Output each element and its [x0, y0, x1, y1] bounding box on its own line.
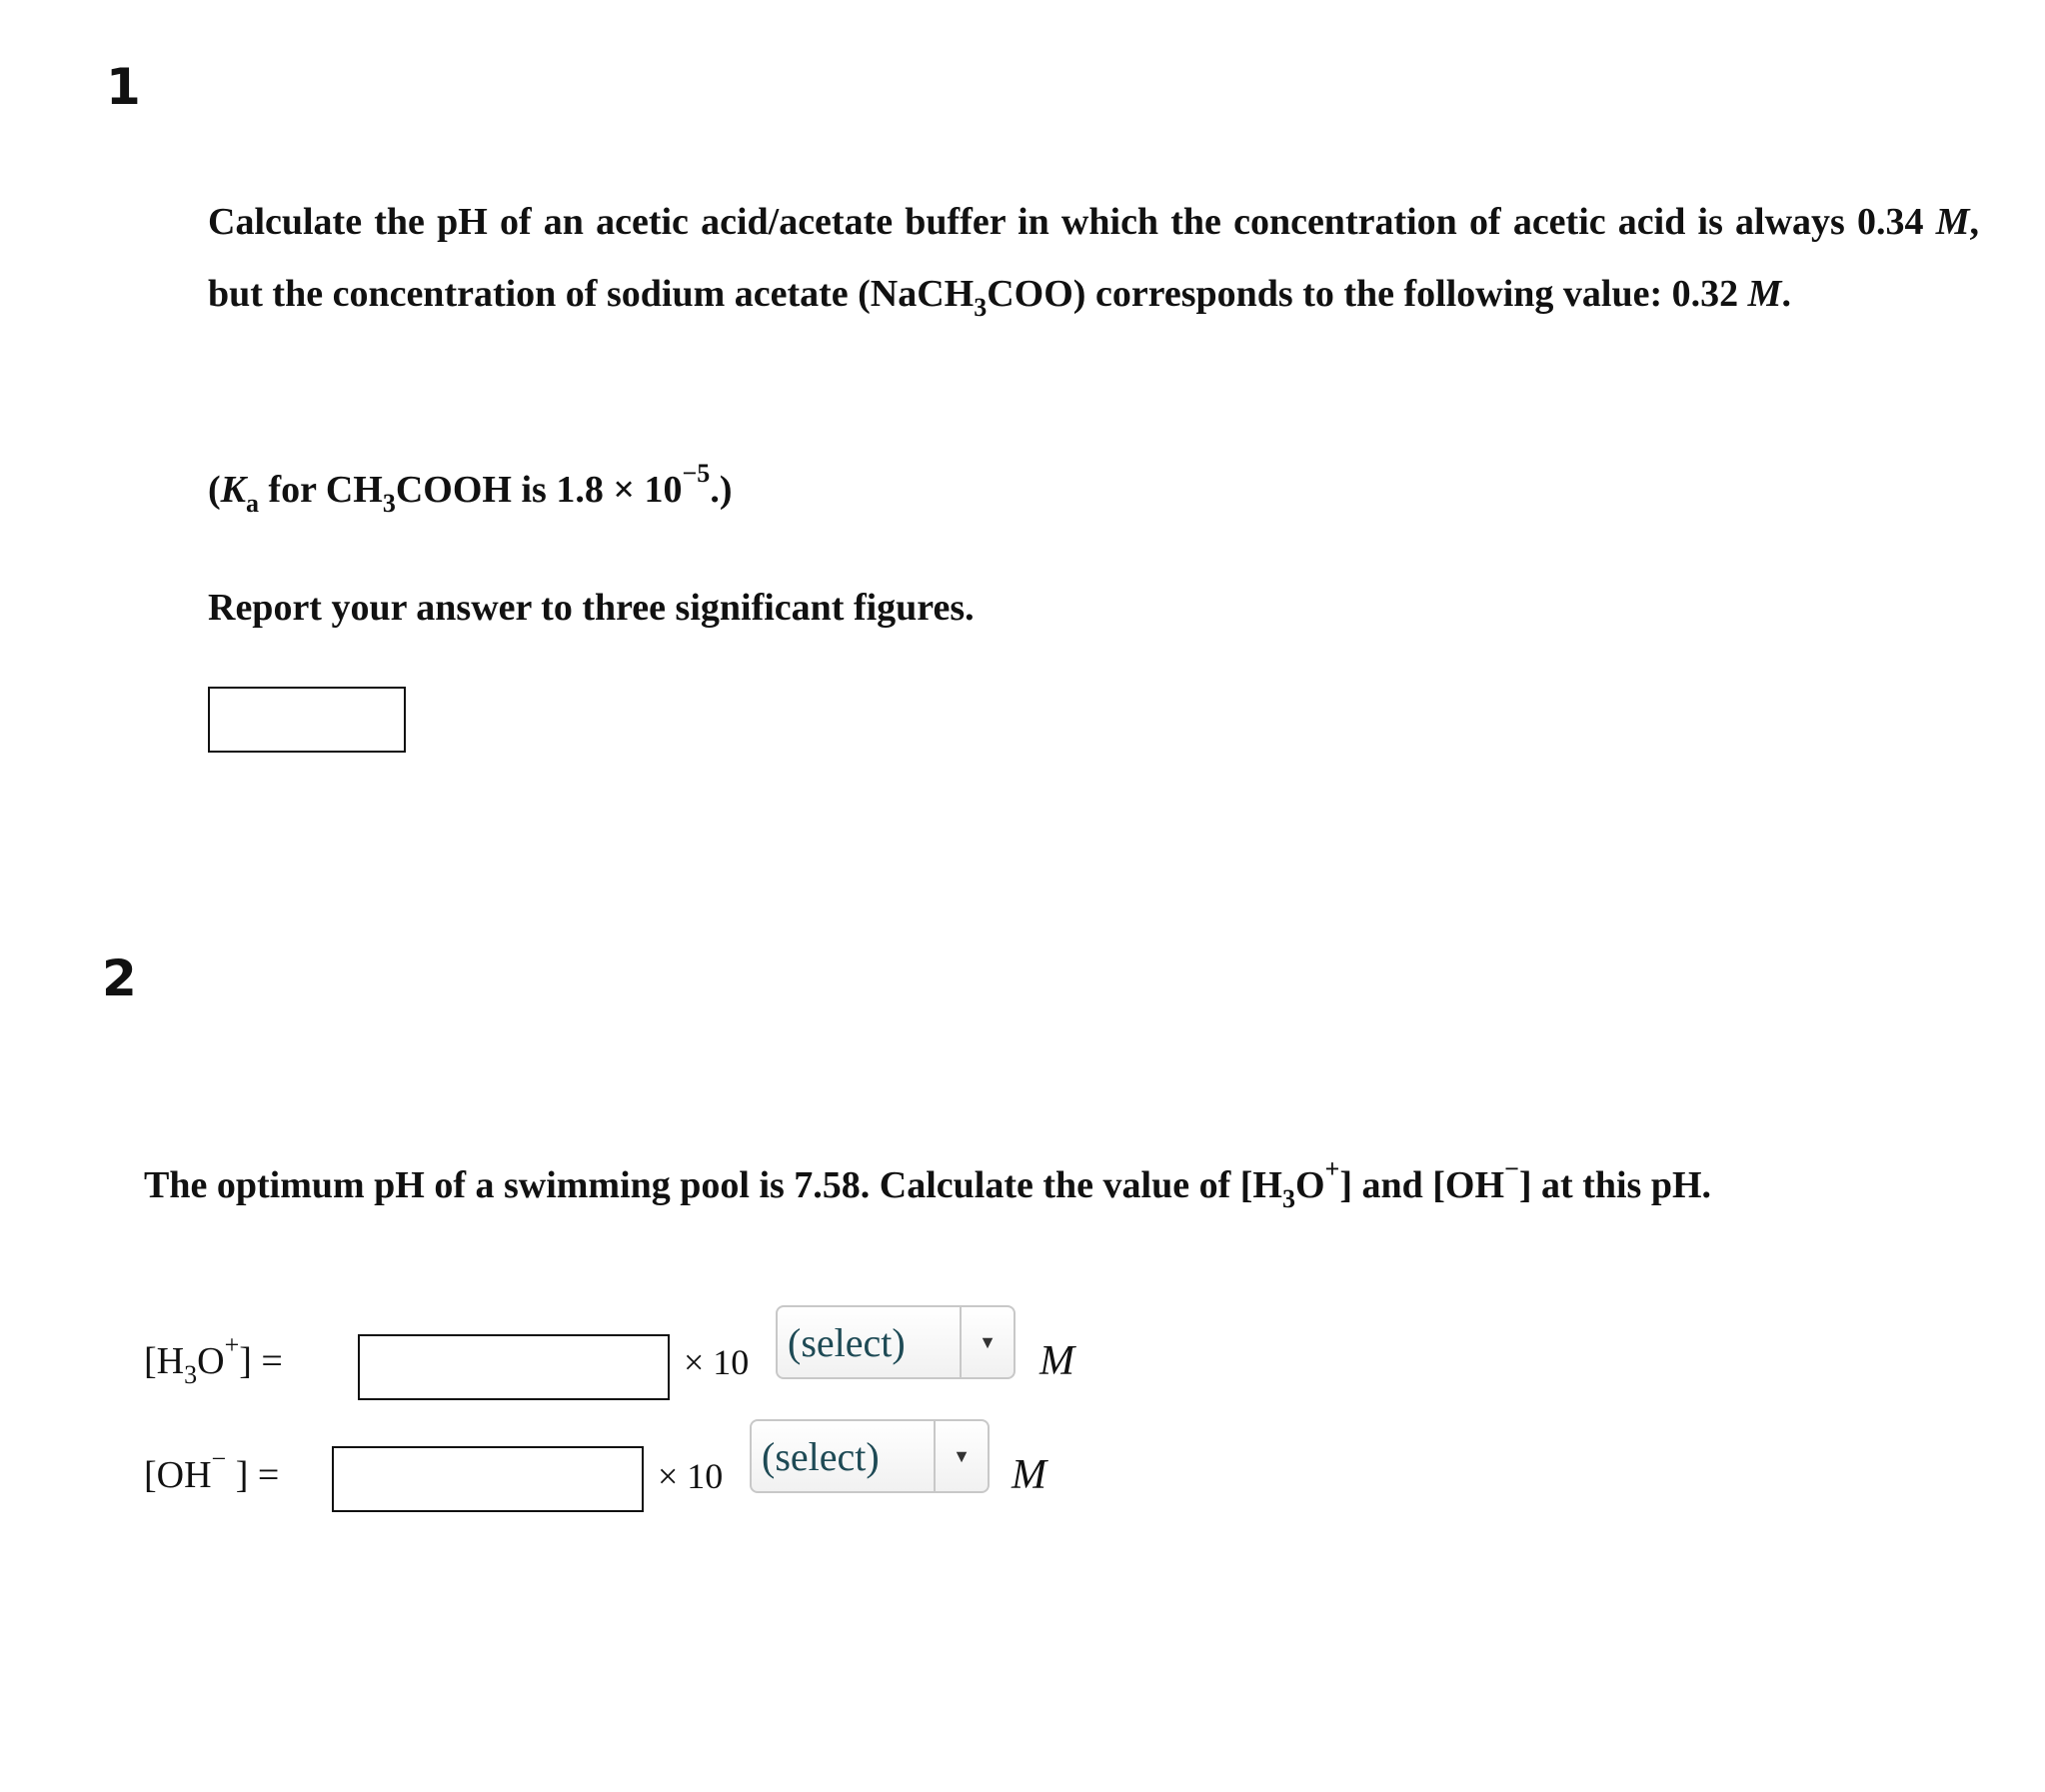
q2-text: O — [1294, 1164, 1325, 1206]
ka-statement — [208, 459, 733, 518]
superscript: − — [1504, 1154, 1519, 1183]
molar-unit: M — [1039, 1338, 1074, 1384]
q2-text-b: ] and [OH — [1339, 1164, 1505, 1206]
paren: ( — [208, 469, 221, 511]
instruction-text: Report your answer to three significant figures. — [208, 587, 975, 629]
label-text: [H — [144, 1340, 185, 1382]
q2-text-c: ] at this pH. — [1518, 1164, 1712, 1206]
exponent: −5 — [682, 459, 711, 488]
subscript: 3 — [382, 489, 396, 518]
label-text: ] = — [239, 1340, 283, 1382]
label-text: [OH — [144, 1454, 212, 1496]
select-value: (select) — [762, 1433, 880, 1479]
molar-unit: M — [1747, 273, 1782, 315]
molar-unit: M — [1935, 201, 1970, 243]
oh-label — [144, 1444, 280, 1497]
question-number-2: 2 — [102, 949, 137, 1007]
ka-text: for CH — [259, 469, 383, 511]
oh-exponent-select[interactable] — [750, 1419, 990, 1493]
q2-text-a: The optimum pH of a swimming pool is 7.58. Calculate the value of [H — [144, 1164, 1282, 1206]
q1-text-b: , but the concentration of sodium acetate (NaCH — [208, 201, 1979, 315]
subscript: 3 — [1281, 1184, 1295, 1213]
subscript: a — [246, 489, 260, 518]
label-text: O — [197, 1340, 225, 1382]
select-value: (select) — [788, 1319, 906, 1365]
q1-text-a: Calculate the pH of an acetic acid/acetate buffer in which the concentration of acetic acid is always 0.34 — [208, 201, 1936, 243]
ph-answer-input[interactable] — [208, 687, 406, 753]
dropdown-arrow-icon[interactable]: ▼ — [960, 1307, 1014, 1377]
subscript: 3 — [974, 293, 988, 322]
q1-text-c: COO) corresponds to the following value: 0.32 — [987, 273, 1748, 315]
oh-mantissa-input[interactable] — [332, 1446, 644, 1512]
ka-symbol: K — [220, 469, 247, 511]
question-number-1: 1 — [106, 58, 141, 116]
h3o-exponent-select[interactable] — [776, 1305, 1016, 1379]
ka-text: COOH is 1.8 × 10 — [395, 469, 683, 511]
dropdown-arrow-icon[interactable]: ▼ — [934, 1421, 988, 1491]
paren: .) — [710, 469, 733, 511]
times-ten: × 10 — [684, 1342, 750, 1382]
superscript: + — [224, 1330, 240, 1359]
h3o-label — [144, 1330, 283, 1389]
h3o-mantissa-input[interactable] — [358, 1334, 670, 1400]
molar-unit: M — [1012, 1452, 1046, 1498]
question-2-text — [144, 1149, 1927, 1221]
question-1-text — [208, 186, 1979, 330]
q1-text-d: . — [1781, 273, 1791, 315]
superscript: + — [1324, 1154, 1340, 1183]
label-text: ] = — [226, 1454, 280, 1496]
times-ten: × 10 — [658, 1456, 724, 1496]
subscript: 3 — [184, 1360, 198, 1389]
superscript: − — [211, 1444, 227, 1473]
